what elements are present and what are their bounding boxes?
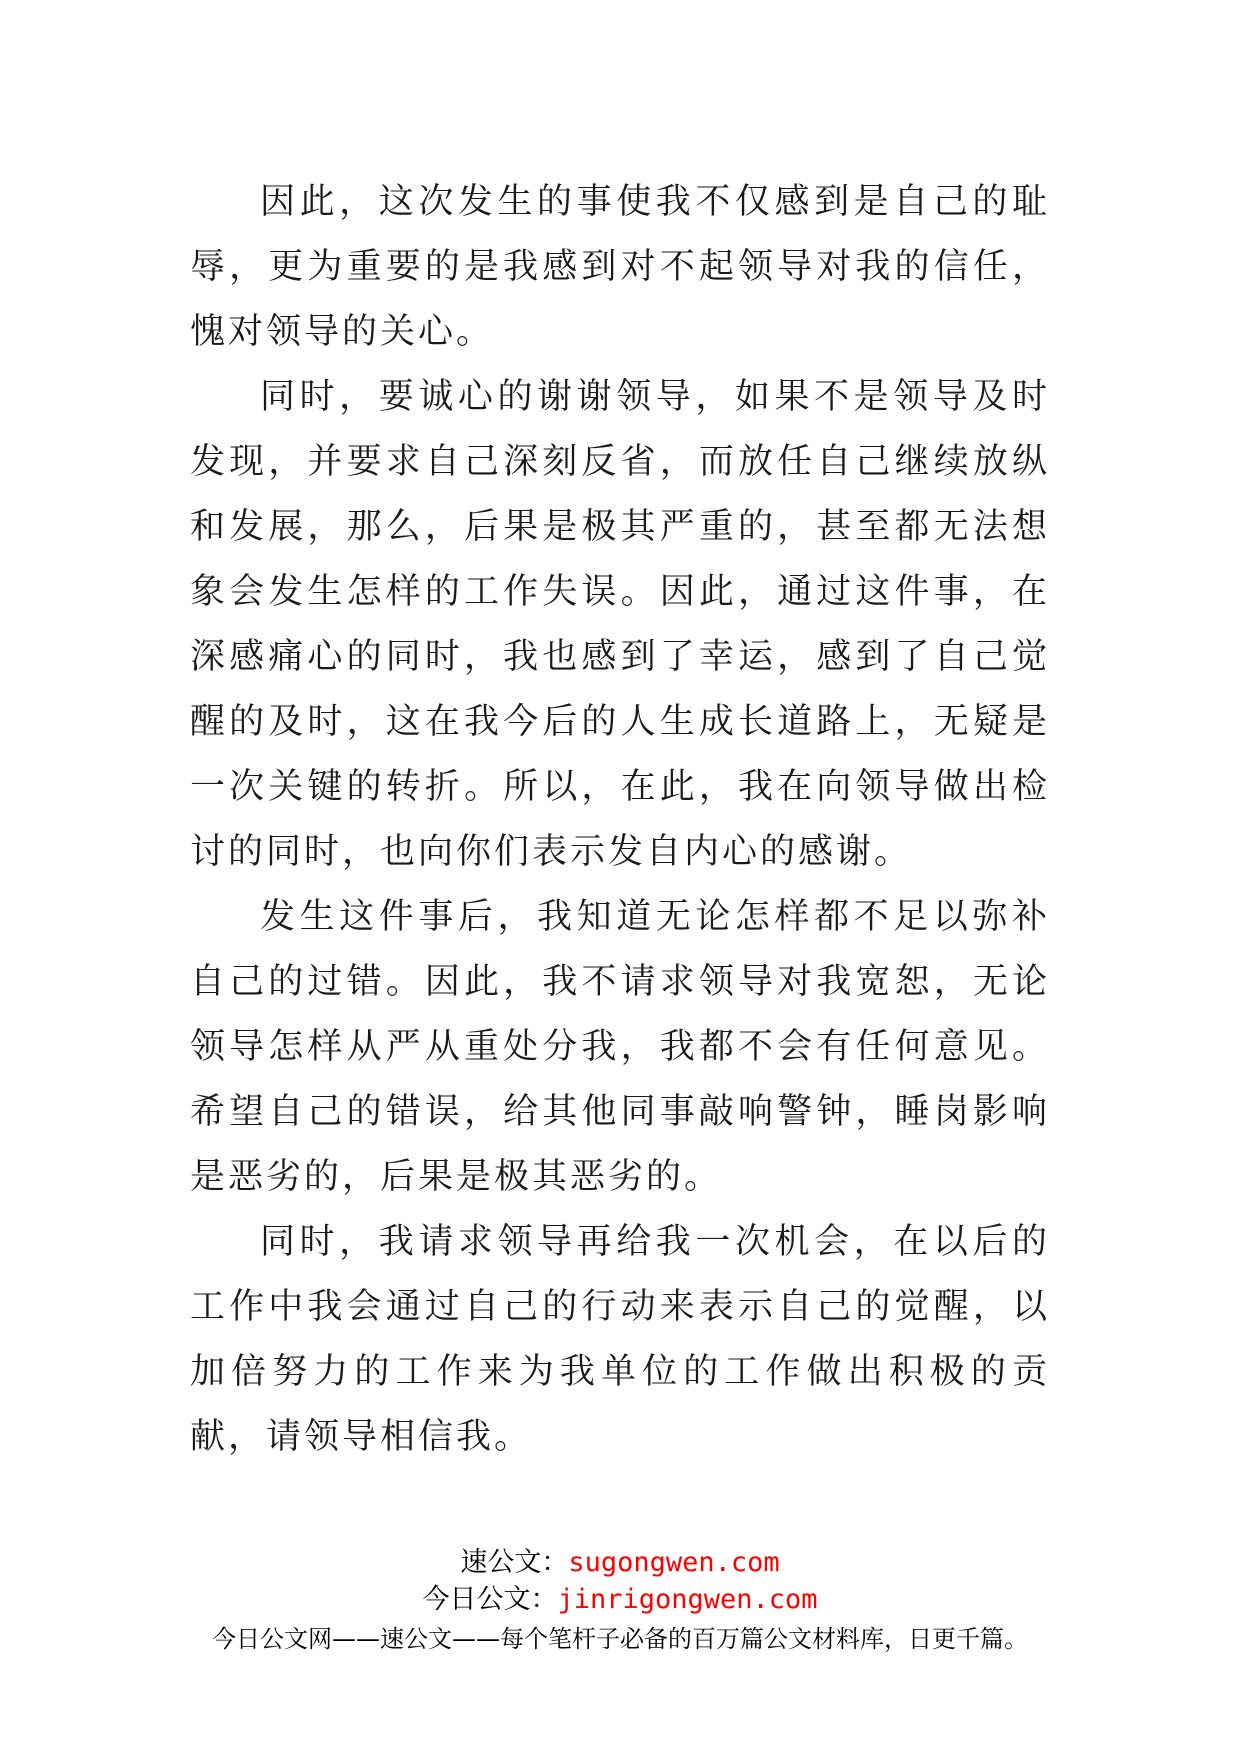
footer-jinrigongwen-link[interactable]: jinrigongwen.com xyxy=(557,1584,818,1615)
document-body xyxy=(190,170,1050,1470)
paragraph-2: 同时，要诚心的谢谢领导，如果不是领导及时发现，并要求自己深刻反省，而放任自己继续放纵和发展，那么，后果是极其严重的，甚至都无法想象会发生怎样的工作失误。因此，通过这件事，在深感痛心的同时，我也感到了幸运，感到了自己觉醒的及时，这在我今后的人生成长道路上，无疑是一次关键的转折。所以，在此，我在向领导做出检讨的同时，也向你们表示发自内心的感谢。 xyxy=(190,377,1050,872)
footer-sugongwen xyxy=(0,1545,1240,1581)
footer-jinrigongwen xyxy=(0,1582,1240,1618)
footer-sugongwen-label: 速公文： xyxy=(460,1547,569,1578)
footer-tagline: 今日公文网——速公文——每个笔杆子必备的百万篇公文材料库，日更千篇。 xyxy=(212,1625,1028,1653)
footer-sugongwen-link[interactable]: sugongwen.com xyxy=(568,1547,780,1578)
footer-jinrigongwen-label: 今日公文： xyxy=(422,1584,558,1615)
paragraph-3: 发生这件事后，我知道无论怎样都不足以弥补自己的过错。因此，我不请求领导对我宽恕，无论领导怎样从严从重处分我，我都不会有任何意见。希望自己的错误，给其他同事敲响警钟，睡岗影响是恶劣的，后果是极其恶劣的。 xyxy=(190,897,1050,1197)
paragraph-4: 同时，我请求领导再给我一次机会，在以后的工作中我会通过自己的行动来表示自己的觉醒，以加倍努力的工作来为我单位的工作做出积极的贡献，请领导相信我。 xyxy=(190,1222,1050,1457)
paragraph-1: 因此，这次发生的事使我不仅感到是自己的耻辱，更为重要的是我感到对不起领导对我的信任，愧对领导的关心。 xyxy=(190,182,1050,352)
